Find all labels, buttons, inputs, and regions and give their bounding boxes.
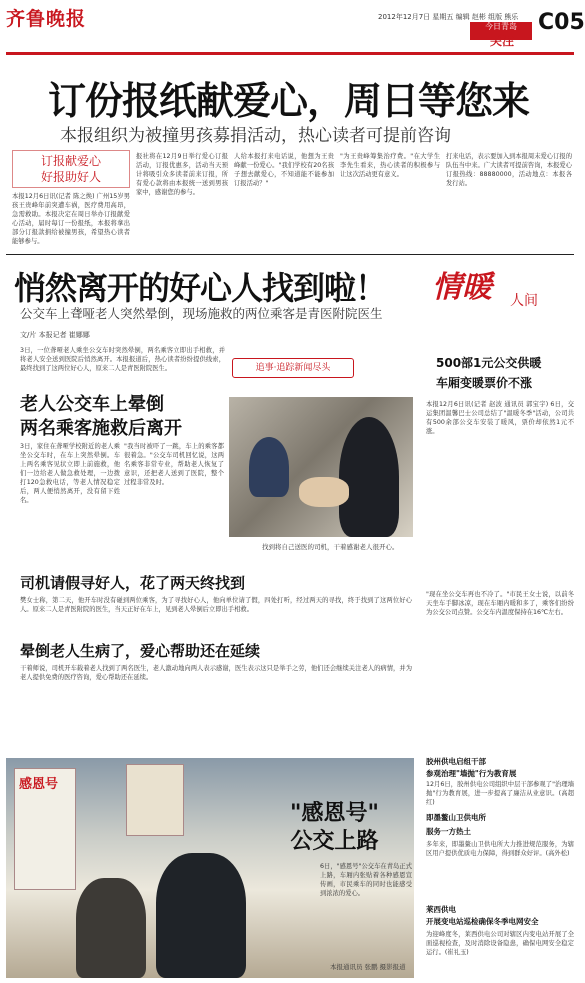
photo-person-right — [339, 417, 399, 537]
photo-person-left — [249, 437, 289, 497]
qingnuan-logo-2: 人间 — [510, 293, 538, 309]
masthead-rule — [6, 52, 574, 55]
box-1-title: 胶州供电启组干部 — [426, 757, 486, 766]
section-tag: 今日青岛 — [470, 22, 532, 40]
box-3-sub: 开展变电站巡检确保冬季电网安全 — [426, 917, 539, 926]
lead-column-1: 本报12月6日讯(记者 陈之焕) 广州15岁男孩王贵峰年前突遭车祸，医疗费用高昂，急需救助。本报决定在周日举办订报献爱心活动，届时每订一份报纸，本报将拿出部分订报款捐给被撞男孩，希望热心读者能够参与。 — [12, 193, 130, 245]
box-3-title: 莱西供电 — [426, 905, 456, 914]
qingnuan-logo: 情暖 — [432, 270, 492, 305]
bus-poster-left — [14, 768, 76, 890]
photo-caption: 找到将自己送医的司机，干着感谢老人很开心。 — [262, 543, 399, 551]
right-text-1: 本报12月6日讯(记者 赵波 通讯员 郭宝宇) 6日，交运集团温馨巴士公司总结了"温暖冬季"活动，公司共有500余部公交车安装了暖风，票价却依然1元不涨。 — [426, 401, 574, 435]
section-divider — [6, 254, 574, 255]
newspaper-name: 齐鲁晚报 — [6, 8, 87, 30]
box-2-title: 即墨鳌山卫供电所 — [426, 813, 486, 822]
box-1-sub: 参观治理"墙抛"行为教育展 — [426, 769, 517, 778]
right-headline-2: 车厢变暖票价不涨 — [436, 376, 533, 390]
right-text-2: "现在坐公交车再也不冷了。"市民王女士说，以前冬天坐车手脚冰凉，现在车厢内暖和多了，乘客们纷纷为公交公司点赞。公交车内温度保持在16℃左右。 — [426, 591, 574, 616]
section-3-text: 干着师说，司机开车载着老人找到了两名医生，老人激动地向两人表示感谢，医生表示这只是举手之劳，他们还会继续关注老人的病情，并为老人提供免费的医疗咨询，爱心帮助还在延续。 — [20, 665, 412, 681]
section-title: 关注 — [490, 34, 515, 48]
section-3-title: 晕倒老人生病了，爱心帮助还在延续 — [20, 642, 261, 660]
poster-label: 感恩号 — [19, 777, 59, 792]
bus-feature-credit: 本报通讯员 张鹏 摄影报道 — [330, 963, 406, 971]
photo-person-back — [76, 878, 146, 978]
story-intro: 3日，一位聋哑老人乘坐公交车时突然晕倒，两名乘客立即出手相救，并将老人安全送到医院后悄然离开。本报报道后，热心读者纷纷提供线索，最终找到了这两位好心人，原来二人是青医附院医生。 — [20, 347, 225, 372]
bus-feature-title — [290, 800, 379, 856]
story-photo — [229, 397, 413, 537]
story-headline: 悄然离开的好心人找到啦！ — [14, 269, 387, 307]
bus-feature-text: 6日，"感恩号"公交车在青岛正式上路，车厢内张贴着各种感恩宣传画，市民乘车的同时也能感受到浓浓的爱心。 — [320, 863, 412, 897]
bus-feature-title-2: 公交上路 — [290, 829, 379, 854]
section-2-title: 司机请假寻好人，花了两天终找到 — [20, 574, 246, 592]
photo-person-front — [156, 853, 246, 978]
story-tag: 追事·追踪新闻尽头 — [232, 358, 354, 378]
story-subhead: 公交车上聋哑老人突然晕倒，现场施救的两位乘客是青医附院医生 — [20, 306, 383, 321]
date-line: 2012年12月7日 星期五 编辑 赵彬 组版 熊乐 — [378, 13, 519, 21]
section-1-text: 3日，家住在聋哑学校附近的老人乘坐公交车时，在车上突然晕倒。车上两名乘客见状立即上前施救，他们一边给老人做急救处理，一边拨打120急救电话，等老人情况稳定后，两人便悄然离开，没有留下姓名。 — [20, 443, 120, 504]
lead-subhead: 本报组织为被撞男孩募捐活动，热心读者可提前咨询 — [60, 126, 451, 146]
box-1-text: 12月6日，胶州供电公司组织中层干部参观了"治理墙抛"行为教育展，进一步提高了廉洁从业意识。(高超红) — [426, 781, 574, 806]
stamp-line-1: 订报献爱心 — [40, 154, 101, 168]
story-byline: 文/片 本报记者 崔娜娜 — [20, 331, 90, 339]
right-headline-1: 500部1元公交供暖 — [436, 356, 542, 370]
box-2-text: 多年来，即墨鳌山卫供电所大力推进规范服务，为辖区用户提供优质电力保障，得到群众好评。(高外松) — [426, 841, 574, 857]
stamp-line-2: 好报助好人 — [40, 170, 101, 184]
section-1-title-2: 两名乘客施救后离开 — [20, 418, 182, 439]
photo-handshake — [299, 477, 349, 507]
box-2-sub: 服务一方热土 — [426, 827, 471, 836]
section-2-text: 樊女士称，第二天，他开车时没有碰到两位乘客，为了寻找好心人，他向单位请了假，四处打听，经过两天的寻找，终于找到了这两位好心人。原来二人是青医附院的医生，当天正好在车上，见到老人晕倒后立即出手相救。 — [20, 597, 412, 613]
lead-column-4: "为王贵峰筹集治疗费。"在大学生李先生看来，热心读者的积极参与让这次活动更有意义。 — [340, 153, 440, 178]
page-number: C05 — [538, 10, 585, 35]
section-1-title: 老人公交车上晕倒 — [20, 394, 164, 415]
lead-stamp — [12, 150, 130, 188]
bus-poster-middle — [126, 764, 184, 836]
lead-headline: 订份报纸献爱心，周日等您来 — [48, 79, 530, 123]
box-3-text: 为迎峰度冬，莱西供电公司对辖区内变电站开展了全面巡视检查，及时消除设备隐患，确保电网安全稳定运行。(崔礼玉) — [426, 931, 574, 956]
bus-feature-title-1: "感恩号" — [290, 801, 379, 826]
lead-column-2: 报社将在12月9日举行爱心订报活动，订报优惠多，活动当天预计将吸引众多读者前来订报，所有爱心款将由本报统一送到男孩家中，感谢您的参与。 — [136, 153, 228, 196]
lead-column-5: 打来电话，表示要加入到本报周末爱心订报的队伍当中来。广大读者可提前咨询，本报爱心订报热线：88880000，活动地点：本报各发行站。 — [446, 153, 572, 187]
lead-column-3: 人给本报打来电话说，他想为王贵峰献一份爱心。"我们学校有20名孩子想去献爱心，不知道能不能参加订报活动？" — [234, 153, 334, 187]
section-1-text-2: "我当时被吓了一跳，车上的乘客都很着急。"公交车司机回忆说，这两名乘客非常专业，帮助老人恢复了意识，还把老人送到了医院，整个过程非常及时。 — [124, 443, 224, 486]
